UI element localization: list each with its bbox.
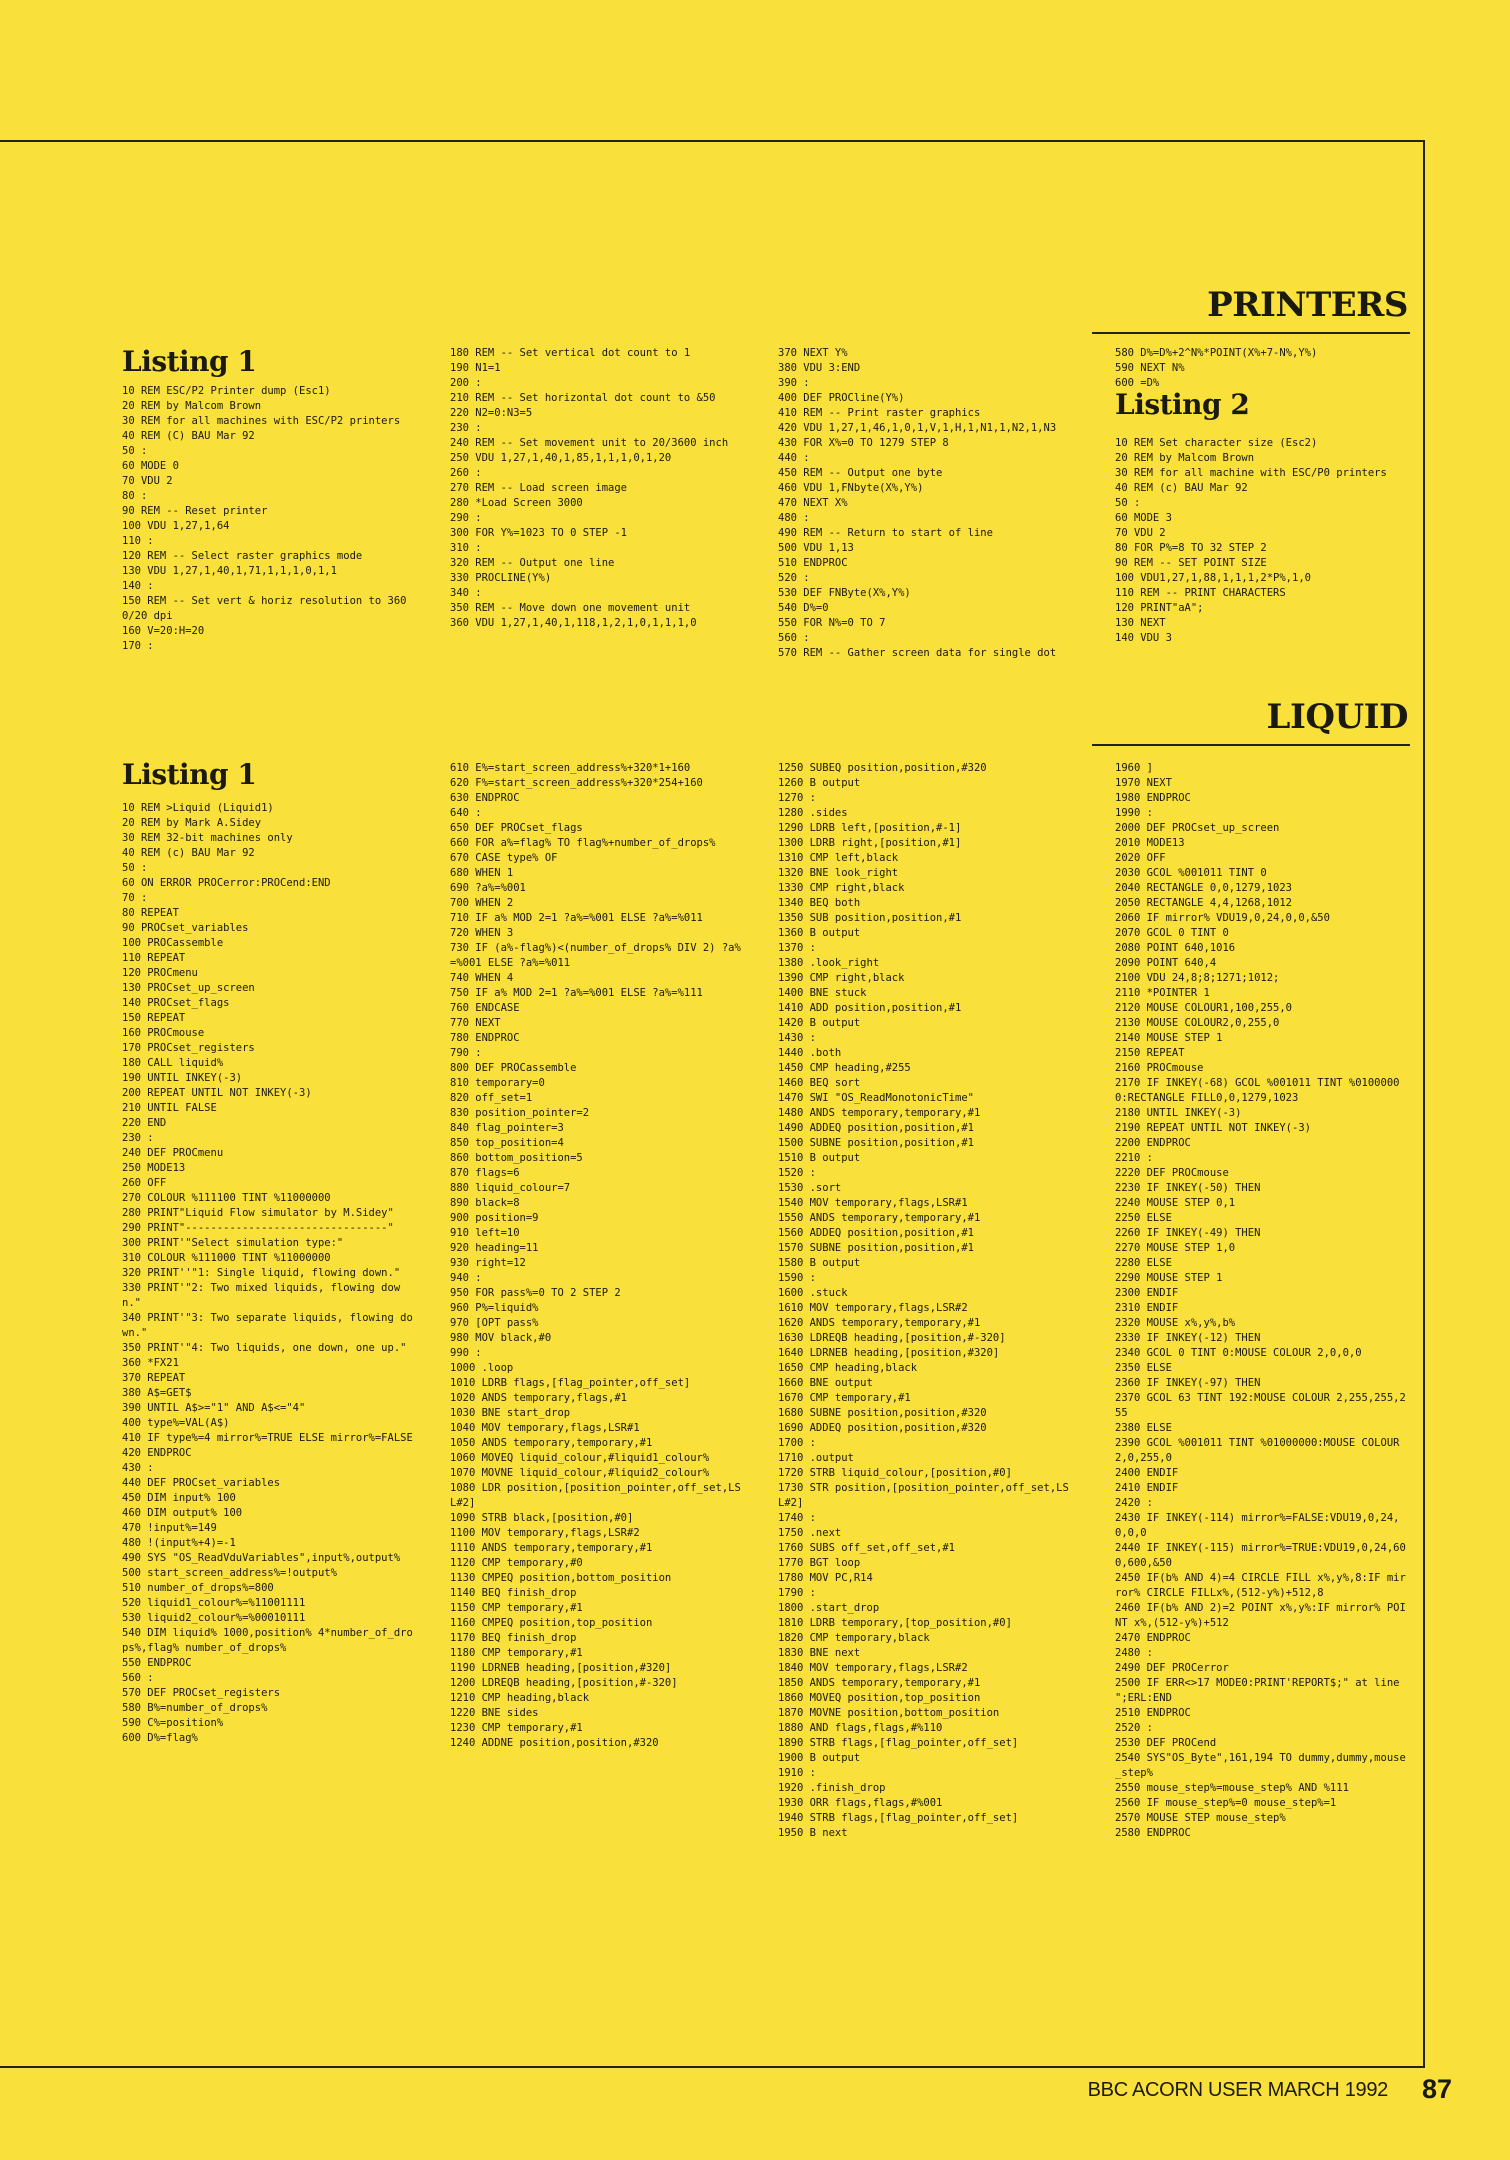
liquid-code-col1: 10 REM >Liquid (Liquid1) 20 REM by Mark A.Sidey 30 REM 32-bit machines only 40 REM (c) BAU Mar 92 50 : 60 ON ERROR PROCerror:PROCend:END 70 : 80 REPEAT 90 PROCset_variables 100 PROCassemble 110 REPEAT 120 PROCmenu 130 PROCset_up_screen 140 PROCset_flags 150 REPEAT 160 PROCmouse 170 PROCset_registers 180 CALL liquid% 190 UNTIL INKEY(-3) 200 REPEAT UNTIL NOT INKEY(-3) 210 UNTIL FALSE 220 END 230 : 240 DEF PROCmenu 250 MODE13 260 OFF 270 COLOUR %111100 TINT %11000000 280 PRINT"Liquid Flow simulator by M.Sidey" 290 PRINT"--------------------------------" 300 PRINT'"Select simulation type:" 310 COLOUR %111000 TINT %11000000 320 PRINT''"1: Single liquid, flowing down." 330 PRINT'"2: Two mixed liquids, flowing down." 340 PRINT'"3: Two separate liquids, flowing down." 350 PRINT'"4: Two liquids, one down, one up." 360 *FX21 370 REPEAT 380 A$=GET$ 390 UNTIL A$>="1" AND A$<="4" 400 type%=VAL(A$) 410 IF type%=4 mirror%=TRUE ELSE mirror%=FALSE 420 ENDPROC 430 : 440 DEF PROCset_variables 450 DIM input% 100 460 DIM output% 100 470 !input%=149 480 !(input%+4)=-1 490 SYS "OS_ReadVduVariables",input%,output% 500 start_screen_address%=!output% 510 number_of_drops%=800 520 liquid1_colour%=%11001111 530 liquid2_colour%=%00010111 540 DIM liquid% 1000,position% 4*number_of_drops%,flag% number_of_drops% 550 ENDPROC 560 : 570 DEF PROCset_registers 580 B%=number_of_drops% 590 C%=position% 600 D%=flag% xyxy=(122,802,413,1744)
printers-listing2-title: Listing 2 xyxy=(1115,388,1250,421)
printers-code-col2: 180 REM -- Set vertical dot count to 1 190 N1=1 200 : 210 REM -- Set horizontal dot count to &50 220 N2=0:N3=5 230 : 240 REM -- Set movement unit to 20/3600 inch 250 VDU 1,27,1,40,1,85,1,1,1,0,1,20 260 : 270 REM -- Load screen image 280 *Load Screen 3000 290 : 300 FOR Y%=1023 TO 0 STEP -1 310 : 320 REM -- Output one line 330 PROCLINE(Y%) 340 : 350 REM -- Move down one movement unit 360 VDU 1,27,1,40,1,118,1,2,1,0,1,1,1,0 xyxy=(450,347,729,629)
printers-heading-rule xyxy=(1092,332,1410,334)
printers-code-col3: 370 NEXT Y% 380 VDU 3:END 390 : 400 DEF PROCline(Y%) 410 REM -- Print raster graphics 420 VDU 1,27,1,46,1,0,1,V,1,H,1,N1,1,N2,1,N3 430 FOR X%=0 TO 1279 STEP 8 440 : 450 REM -- Output one byte 460 VDU 1,FNbyte(X%,Y%) 470 NEXT X% 480 : 490 REM -- Return to start of line 500 VDU 1,13 510 ENDPROC 520 : 530 DEF FNByte(X%,Y%) 540 D%=0 550 FOR N%=0 TO 7 560 : 570 REM -- Gather screen data for single dot xyxy=(778,347,1057,659)
liquid-code-col3: 1250 SUBEQ position,position,#320 1260 B output 1270 : 1280 .sides 1290 LDRB left,[position,#-1] 1300 LDRB right,[position,#1] 1310 CMP left,black 1320 BNE look_right 1330 CMP right,black 1340 BEQ both 1350 SUB position,position,#1 1360 B output 1370 : 1380 .look_right 1390 CMP right,black 1400 BNE stuck 1410 ADD position,position,#1 1420 B output 1430 : 1440 .both 1450 CMP heading,#255 1460 BEQ sort 1470 SWI "OS_ReadMonotonicTime" 1480 ANDS temporary,temporary,#1 1490 ADDEQ position,position,#1 1500 SUBNE position,position,#1 1510 B output 1520 : 1530 .sort 1540 MOV temporary,flags,LSR#1 1550 ANDS temporary,temporary,#1 1560 ADDEQ position,position,#1 1570 SUBNE position,position,#1 1580 B output 1590 : 1600 .stuck 1610 MOV temporary,flags,LSR#2 1620 ANDS temporary,temporary,#1 1630 LDREQB heading,[position,#-320] 1640 LDRNEB heading,[position,#320] 1650 CMP heading,black 1660 BNE output 1670 CMP temporary,#1 1680 SUBNE position,position,#320 1690 ADDEQ position,position,#320 1700 : 1710 .output 1720 STRB liquid_colour,[position,#0] 1730 STR position,[position_pointer,off_set,LSL#2] 1740 : 1750 .next 1760 SUBS off_set,off_set,#1 1770 BGT loop 1780 MOV PC,R14 1790 : 1800 .start_drop 1810 LDRB temporary,[top_position,#0] 1820 CMP temporary,black 1830 BNE next 1840 MOV temporary,flags,LSR#2 1850 ANDS temporary,temporary,#1 1860 MOVEQ position,top_position 1870 MOVNE position,bottom_position 1880 AND flags,flags,#%110 1890 STRB flags,[flag_pointer,off_set] 1900 B output 1910 : 1920 .finish_drop 1930 ORR flags,flags,#%001 1940 STRB flags,[flag_pointer,off_set] 1950 B next xyxy=(778,762,1069,1839)
liquid-heading-rule xyxy=(1092,744,1410,746)
liquid-heading: LIQUID xyxy=(1266,697,1408,737)
bottom-rule xyxy=(0,2066,1424,2068)
liquid-listing1-title: Listing 1 xyxy=(122,758,257,791)
right-rule xyxy=(1423,140,1425,2068)
printers-listing2-code: 10 REM Set character size (Esc2) 20 REM by Malcom Brown 30 REM for all machine with ESC/P0 printers 40 REM (c) BAU Mar 92 50 : 60 MODE 3 70 VDU 2 80 FOR P%=8 TO 32 STEP 2 90 REM -- SET POINT SIZE 100 VDU1,27,1,88,1,1,1,2*P%,1,0 110 REM -- PRINT CHARACTERS 120 PRINT"aA"; 130 NEXT 140 VDU 3 xyxy=(1115,437,1387,644)
printers-heading: PRINTERS xyxy=(1207,285,1408,325)
printers-code-col1: 10 REM ESC/P2 Printer dump (Esc1) 20 REM by Malcom Brown 30 REM for all machines with ESC/P2 printers 40 REM (C) BAU Mar 92 50 : 60 MODE 0 70 VDU 2 80 : 90 REM -- Reset printer 100 VDU 1,27,1,64 110 : 120 REM -- Select raster graphics mode 130 VDU 1,27,1,40,1,71,1,1,1,0,1,1 140 : 150 REM -- Set vert & horiz resolution to 3600/20 dpi 160 V=20:H=20 170 : xyxy=(122,385,407,652)
liquid-code-col2: 610 E%=start_screen_address%+320*1+160 620 F%=start_screen_address%+320*254+160 630 ENDPROC 640 : 650 DEF PROCset_flags 660 FOR a%=flag% TO flag%+number_of_drops% 670 CASE type% OF 680 WHEN 1 690 ?a%=%001 700 WHEN 2 710 IF a% MOD 2=1 ?a%=%001 ELSE ?a%=%011 720 WHEN 3 730 IF (a%-flag%)<(number_of_drops% DIV 2) ?a%=%001 ELSE ?a%=%011 740 WHEN 4 750 IF a% MOD 2=1 ?a%=%001 ELSE ?a%=%111 760 ENDCASE 770 NEXT 780 ENDPROC 790 : 800 DEF PROCassemble 810 temporary=0 820 off_set=1 830 position_pointer=2 840 flag_pointer=3 850 top_position=4 860 bottom_position=5 870 flags=6 880 liquid_colour=7 890 black=8 900 position=9 910 left=10 920 heading=11 930 right=12 940 : 950 FOR pass%=0 TO 2 STEP 2 960 P%=liquid% 970 [OPT pass% 980 MOV black,#0 990 : 1000 .loop 1010 LDRB flags,[flag_pointer,off_set] 1020 ANDS temporary,flags,#1 1030 BNE start_drop 1040 MOV temporary,flags,LSR#1 1050 ANDS temporary,temporary,#1 1060 MOVEQ liquid_colour,#liquid1_colour% 1070 MOVNE liquid_colour,#liquid2_colour% 1080 LDR position,[position_pointer,off_set,LSL#2] 1090 STRB black,[position,#0] 1100 MOV temporary,flags,LSR#2 1110 ANDS temporary,temporary,#1 1120 CMP temporary,#0 1130 CMPEQ position,bottom_position 1140 BEQ finish_drop 1150 CMP temporary,#1 1160 CMPEQ position,top_position 1170 BEQ finish_drop 1180 CMP temporary,#1 1190 LDRNEB heading,[position,#320] 1200 LDREQB heading,[position,#-320] 1210 CMP heading,black 1220 BNE sides 1230 CMP temporary,#1 1240 ADDNE position,position,#320 xyxy=(450,762,741,1749)
page-number: 87 xyxy=(1421,2074,1452,2104)
printers-listing1-title: Listing 1 xyxy=(122,345,257,378)
printers-code-col4: 580 D%=D%+2^N%*POINT(X%+7-N%,Y%) 590 NEXT N% 600 =D% xyxy=(1115,347,1318,389)
top-rule xyxy=(0,140,1424,142)
liquid-code-col4: 1960 ] 1970 NEXT 1980 ENDPROC 1990 : 2000 DEF PROCset_up_screen 2010 MODE13 2020 OFF 2030 GCOL %001011 TINT 0 2040 RECTANGLE 0,0,1279,1023 2050 RECTANGLE 4,4,1268,1012 2060 IF mirror% VDU19,0,24,0,0,&50 2070 GCOL 0 TINT 0 2080 POINT 640,1016 2090 POINT 640,4 2100 VDU 24,8;8;1271;1012; 2110 *POINTER 1 2120 MOUSE COLOUR1,100,255,0 2130 MOUSE COLOUR2,0,255,0 2140 MOUSE STEP 1 2150 REPEAT 2160 PROCmouse 2170 IF INKEY(-68) GCOL %001011 TINT %01000000:RECTANGLE FILL0,0,1279,1023 2180 UNTIL INKEY(-3) 2190 REPEAT UNTIL NOT INKEY(-3) 2200 ENDPROC 2210 : 2220 DEF PROCmouse 2230 IF INKEY(-50) THEN 2240 MOUSE STEP 0,1 2250 ELSE 2260 IF INKEY(-49) THEN 2270 MOUSE STEP 1,0 2280 ELSE 2290 MOUSE STEP 1 2300 ENDIF 2310 ENDIF 2320 MOUSE x%,y%,b% 2330 IF INKEY(-12) THEN 2340 GCOL 0 TINT 0:MOUSE COLOUR 2,0,0,0 2350 ELSE 2360 IF INKEY(-97) THEN 2370 GCOL 63 TINT 192:MOUSE COLOUR 2,255,255,255 2380 ELSE 2390 GCOL %001011 TINT %01000000:MOUSE COLOUR 2,0,255,0 2400 ENDIF 2410 ENDIF 2420 : 2430 IF INKEY(-114) mirror%=FALSE:VDU19,0,24,0,0,0 2440 IF INKEY(-115) mirror%=TRUE:VDU19,0,24,600,600,&50 2450 IF(b% AND 4)=4 CIRCLE FILL x%,y%,8:IF mirror% CIRCLE FILLx%,(512-y%)+512,8 2460 IF(b% AND 2)=2 POINT x%,y%:IF mirror% POINT x%,(512-y%)+512 2470 ENDPROC 2480 : 2490 DEF PROCerror 2500 IF ERR<>17 MODE0:PRINT'REPORT$;" at line ";ERL:END 2510 ENDPROC 2520 : 2530 DEF PROCend 2540 SYS"OS_Byte",161,194 TO dummy,dummy,mouse_step% 2550 mouse_step%=mouse_step% AND %111 2560 IF mouse_step%=0 mouse_step%=1 2570 MOUSE STEP mouse_step% 2580 ENDPROC xyxy=(1115,762,1406,1839)
magazine-footer: BBC ACORN USER MARCH 1992 xyxy=(1087,2079,1388,2101)
